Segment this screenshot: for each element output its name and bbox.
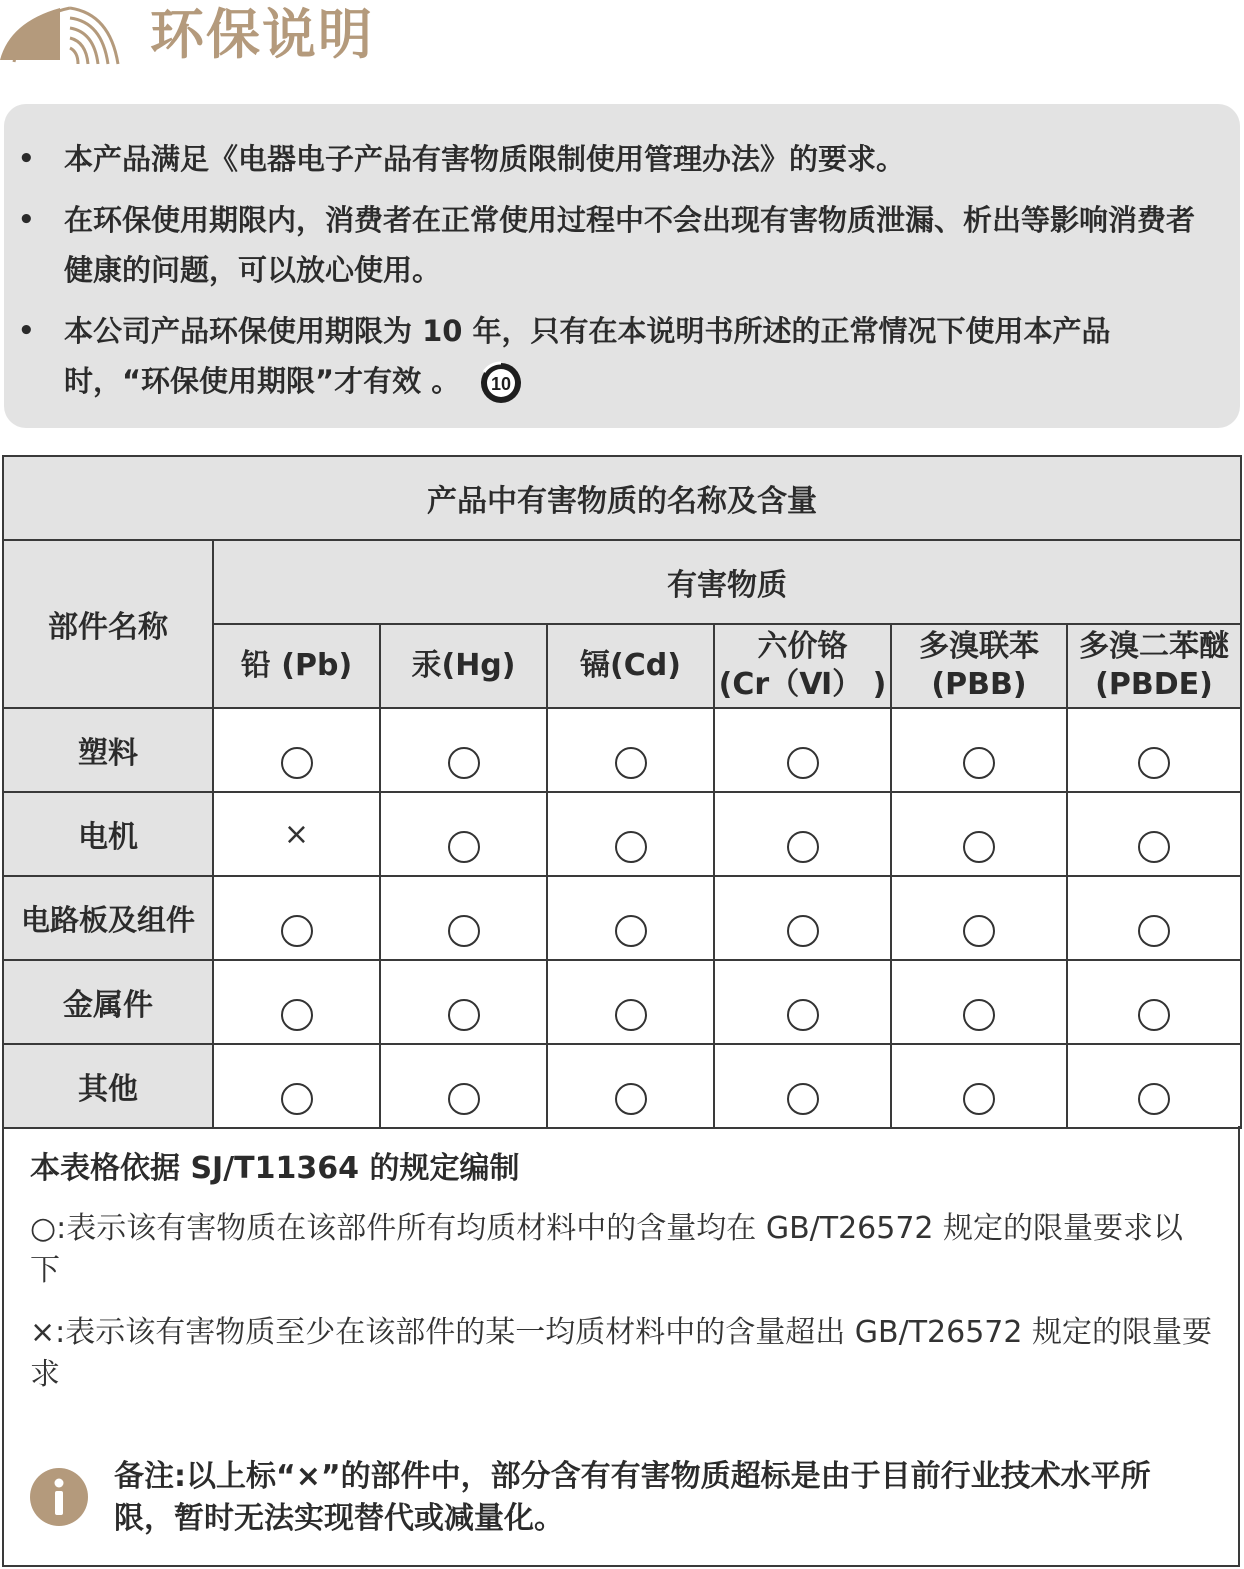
eco-period-number: 10 — [491, 374, 512, 394]
mark-cell — [891, 876, 1067, 960]
compliant-mark — [963, 831, 995, 863]
compliant-mark — [787, 747, 819, 779]
part-name: 其他 — [3, 1044, 213, 1128]
substance-header: 有害物质 — [213, 540, 1241, 624]
column-header — [380, 624, 547, 708]
intro-bullet — [18, 306, 1210, 406]
remark — [30, 1456, 1180, 1540]
column-header — [1067, 624, 1241, 708]
bullet-dot: • — [18, 316, 35, 346]
compliant-mark — [281, 1083, 313, 1115]
intro-bullet-text: 本产品满足《电器电子产品有害物质限制使用管理办法》的要求。 — [64, 142, 906, 176]
bullet-dot: • — [18, 144, 35, 174]
intro-bullet-text: 在环保使用期限内，消费者在正常使用过程中不会出现有害物质泄漏、析出等影响消费者健康的问题，可以放心使用。 — [64, 203, 1196, 287]
mark-cell — [380, 792, 547, 876]
mark-cell — [380, 960, 547, 1044]
bullet-dot: • — [18, 205, 35, 235]
column-header-line1: 汞(Hg) — [411, 648, 516, 683]
mark-cell — [1067, 876, 1241, 960]
mark-cell — [213, 1044, 380, 1128]
mark-cell — [1067, 1044, 1241, 1128]
mark-cell — [891, 1044, 1067, 1128]
intro-bullet — [18, 195, 1210, 295]
compliant-mark — [1138, 999, 1170, 1031]
compliant-mark — [1138, 915, 1170, 947]
column-header — [547, 624, 714, 708]
mark-cell — [714, 792, 891, 876]
column-header-line1: 镉(Cd) — [580, 648, 681, 683]
mark-cell — [213, 708, 380, 792]
mark-cell — [1067, 708, 1241, 792]
circle-note: ○:表示该有害物质在该部件所有均质材料中的含量均在 GB/T26572 规定的限量要求以下 — [30, 1211, 1184, 1288]
column-header — [213, 624, 380, 708]
column-header-line1: 六价铬 — [757, 629, 848, 664]
compliant-mark — [615, 1083, 647, 1115]
part-name: 塑料 — [3, 708, 213, 792]
compliant-mark — [963, 915, 995, 947]
compliant-mark — [448, 915, 480, 947]
mark-cell — [891, 792, 1067, 876]
mark-cell — [714, 708, 891, 792]
column-header-line2: (PBDE) — [1095, 667, 1213, 702]
compliant-mark — [1138, 831, 1170, 863]
mark-cell — [1067, 960, 1241, 1044]
compliant-mark — [281, 915, 313, 947]
table-title: 产品中有害物质的名称及含量 — [3, 456, 1241, 540]
table-row — [3, 792, 1241, 876]
mark-cell — [891, 708, 1067, 792]
part-header: 部件名称 — [3, 540, 213, 708]
compliant-mark — [448, 747, 480, 779]
table-row — [3, 876, 1241, 960]
mark-cell — [380, 1044, 547, 1128]
mark-cell — [213, 792, 380, 876]
table-row — [3, 960, 1241, 1044]
compliant-mark — [615, 831, 647, 863]
column-header-line1: 多溴联苯 — [919, 629, 1039, 664]
mark-cell — [547, 960, 714, 1044]
mark-cell — [714, 876, 891, 960]
compliant-mark — [787, 1083, 819, 1115]
column-header — [714, 624, 891, 708]
mark-cell — [547, 792, 714, 876]
table-row — [3, 708, 1241, 792]
compliant-mark — [615, 915, 647, 947]
column-header-line1: 多溴二苯醚 — [1079, 629, 1229, 664]
compliant-mark — [615, 747, 647, 779]
compliant-mark — [1138, 747, 1170, 779]
mark-cell — [547, 708, 714, 792]
table-row — [3, 1044, 1241, 1128]
eco-period-10-icon — [478, 360, 524, 406]
mark-cell — [380, 876, 547, 960]
mark-cell — [547, 876, 714, 960]
column-header-line2: (PBB) — [931, 667, 1027, 702]
mark-cell — [380, 708, 547, 792]
info-icon — [30, 1468, 88, 1526]
page-header — [0, 0, 1244, 80]
part-name: 电路板及组件 — [3, 876, 213, 960]
mark-cell — [714, 960, 891, 1044]
compliant-mark — [281, 747, 313, 779]
compliant-mark — [787, 999, 819, 1031]
exceed-mark: × — [283, 816, 310, 852]
compliant-mark — [963, 747, 995, 779]
compliant-mark — [281, 999, 313, 1031]
compliant-mark — [787, 915, 819, 947]
notes-basis: 本表格依据 SJ/T11364 的规定编制 — [30, 1151, 520, 1186]
compliant-mark — [448, 1083, 480, 1115]
compliant-mark — [448, 831, 480, 863]
notes-panel — [2, 1126, 1240, 1567]
compliant-mark — [448, 999, 480, 1031]
remark-text: 备注:以上标“×”的部件中，部分含有有害物质超标是由于目前行业技术水平所限，暂时无法实现替代或减量化。 — [114, 1459, 1151, 1536]
part-name: 金属件 — [3, 960, 213, 1044]
cross-note: ×:表示该有害物质至少在该部件的某一均质材料中的含量超出 GB/T26572 规定的限量要求 — [30, 1315, 1213, 1392]
column-header-line1: 铅 (Pb) — [240, 648, 353, 683]
mark-cell — [714, 1044, 891, 1128]
compliant-mark — [615, 999, 647, 1031]
intro-bullet-text: 本公司产品环保使用期限为 10 年，只有在本说明书所述的正常情况下使用本产品时，“环保使用期限”才有效 。 — [64, 314, 1111, 398]
intro-bullet — [18, 134, 1210, 184]
intro-panel — [4, 104, 1240, 428]
compliant-mark — [963, 1083, 995, 1115]
column-header-line2: (Cr（Ⅵ） ) — [718, 667, 887, 702]
mark-cell — [891, 960, 1067, 1044]
mark-cell — [213, 960, 380, 1044]
mark-cell — [1067, 792, 1241, 876]
page-title: 环保说明 — [150, 3, 374, 66]
column-header — [891, 624, 1067, 708]
hazard-table — [2, 455, 1242, 1129]
mark-cell — [547, 1044, 714, 1128]
mark-cell — [213, 876, 380, 960]
compliant-mark — [787, 831, 819, 863]
part-name: 电机 — [3, 792, 213, 876]
logo-arc-icon — [0, 0, 130, 70]
compliant-mark — [1138, 1083, 1170, 1115]
compliant-mark — [963, 999, 995, 1031]
